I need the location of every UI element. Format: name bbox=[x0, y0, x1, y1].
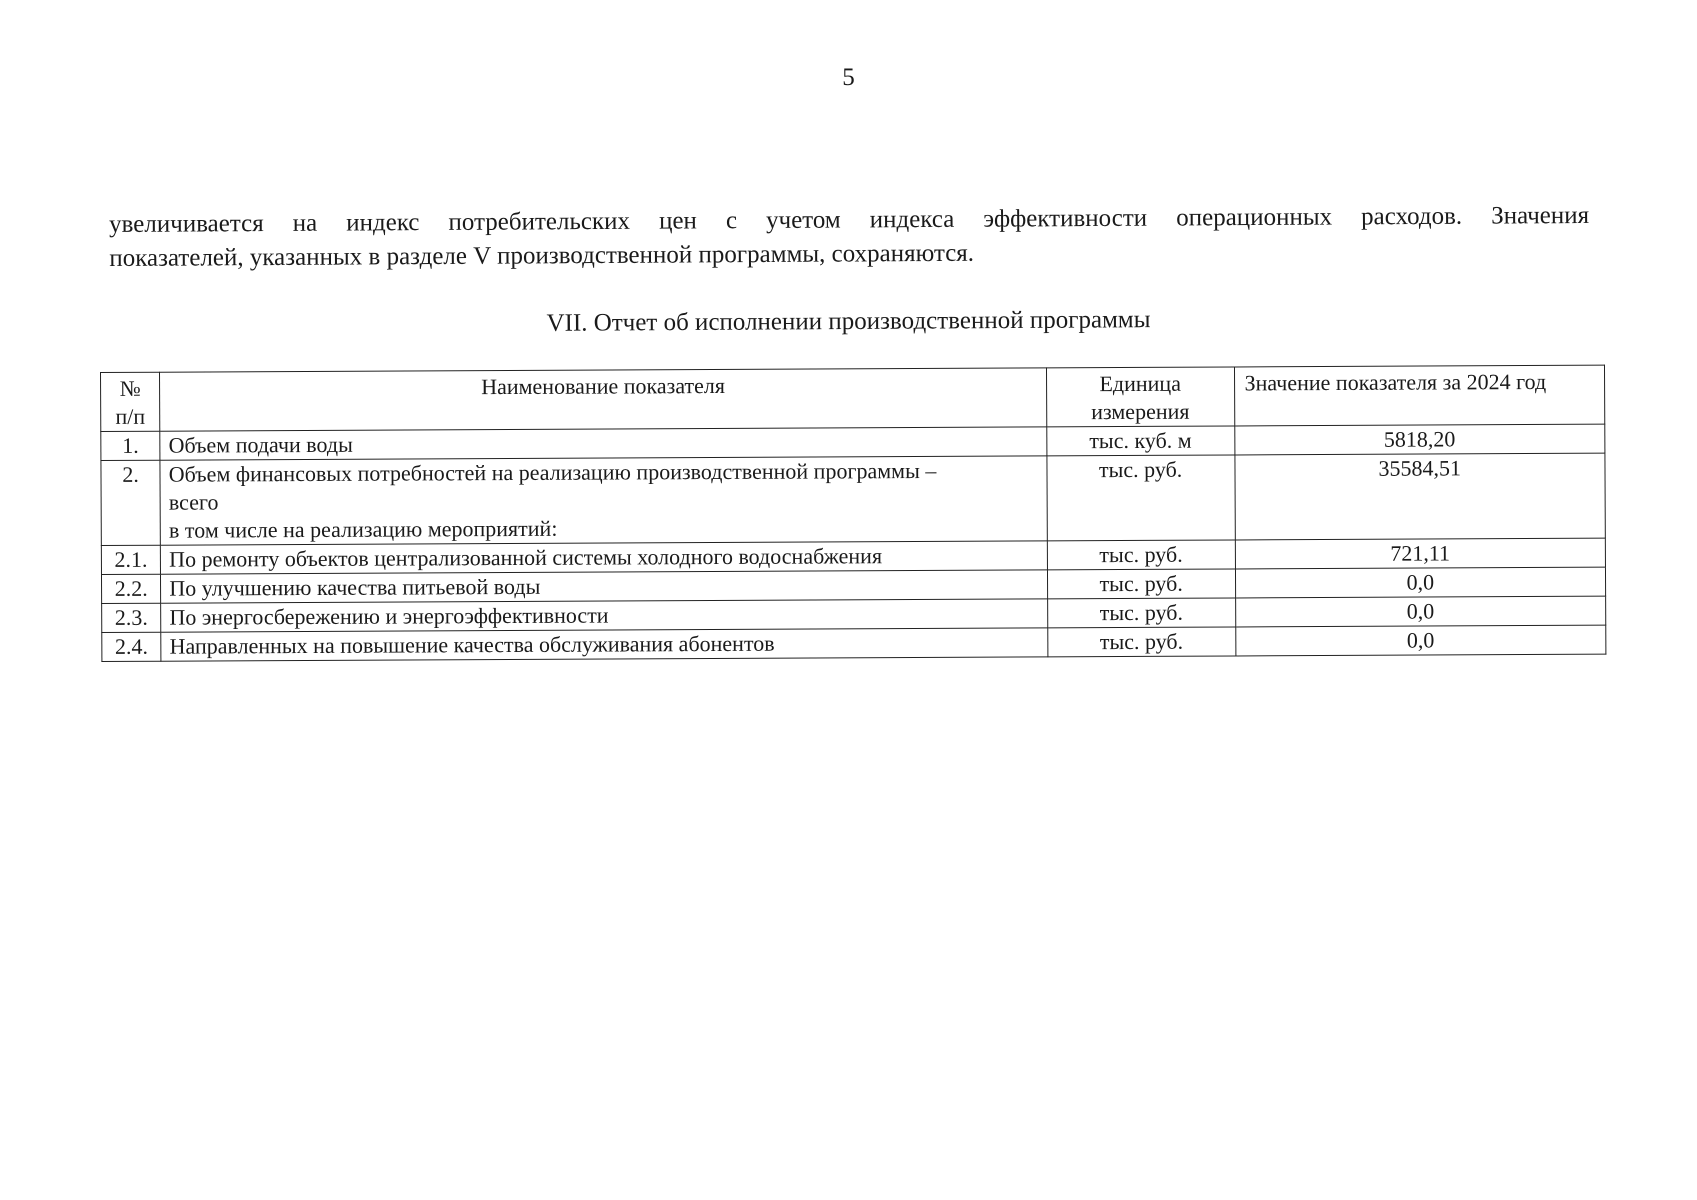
paragraph-line: увеличивается на индекс потребительских цен с учетом индекса эффективности операционных расходов. Значения bbox=[109, 201, 1590, 238]
header-num-line: п/п bbox=[115, 403, 146, 429]
row-name: По улучшению качества питьевой воды bbox=[161, 570, 1048, 603]
body-paragraph bbox=[109, 199, 1589, 276]
row-unit: тыс. куб. м bbox=[1047, 426, 1235, 456]
row-value: 0,0 bbox=[1235, 625, 1606, 656]
row-name: Объем подачи воды bbox=[160, 427, 1047, 460]
row-name: По энергосбережению и энергоэффективности bbox=[161, 599, 1048, 632]
table-header-row bbox=[101, 365, 1605, 431]
row-unit: тыс. руб. bbox=[1048, 627, 1236, 657]
row-name bbox=[160, 456, 1047, 545]
row-value: 721,11 bbox=[1235, 538, 1606, 569]
row-name-line: в том числе на реализацию мероприятий: bbox=[168, 515, 558, 543]
row-name: Направленных на повышение качества обслуживания абонентов bbox=[161, 628, 1048, 661]
row-num: 2.2. bbox=[101, 574, 160, 603]
row-name-line: Объем финансовых потребностей на реализацию производственной программы – bbox=[168, 457, 937, 487]
header-unit-line: измерения bbox=[1091, 398, 1190, 425]
row-unit: тыс. руб. bbox=[1047, 569, 1235, 599]
report-table bbox=[100, 365, 1606, 662]
row-unit: тыс. руб. bbox=[1047, 598, 1235, 628]
row-name-line: всего bbox=[168, 489, 219, 515]
header-unit-line: Единица bbox=[1099, 370, 1182, 397]
table-row bbox=[101, 453, 1605, 545]
header-name: Наименование показателя bbox=[160, 368, 1047, 431]
row-num: 2. bbox=[101, 460, 161, 545]
row-num: 1. bbox=[101, 431, 160, 460]
row-num: 2.4. bbox=[102, 632, 161, 661]
row-value: 5818,20 bbox=[1234, 424, 1605, 455]
row-value: 35584,51 bbox=[1234, 453, 1605, 540]
row-name: По ремонту объектов централизованной системы холодного водоснабжения bbox=[161, 541, 1048, 574]
page-number: 5 bbox=[842, 64, 855, 91]
header-value: Значение показателя за 2024 год bbox=[1234, 365, 1605, 426]
row-unit: тыс. руб. bbox=[1047, 455, 1235, 541]
row-value: 0,0 bbox=[1235, 567, 1606, 598]
header-unit bbox=[1046, 367, 1234, 427]
row-num: 2.3. bbox=[102, 603, 161, 632]
paragraph-line: показателей, указанных в разделе V производственной программы, сохраняются. bbox=[109, 239, 975, 272]
row-value: 0,0 bbox=[1235, 596, 1606, 627]
header-num-line: № bbox=[119, 375, 141, 401]
section-title: VII. Отчет об исполнении производственной программы bbox=[546, 306, 1151, 337]
row-unit: тыс. руб. bbox=[1047, 540, 1235, 570]
row-num: 2.1. bbox=[101, 545, 160, 574]
header-num bbox=[101, 372, 161, 431]
